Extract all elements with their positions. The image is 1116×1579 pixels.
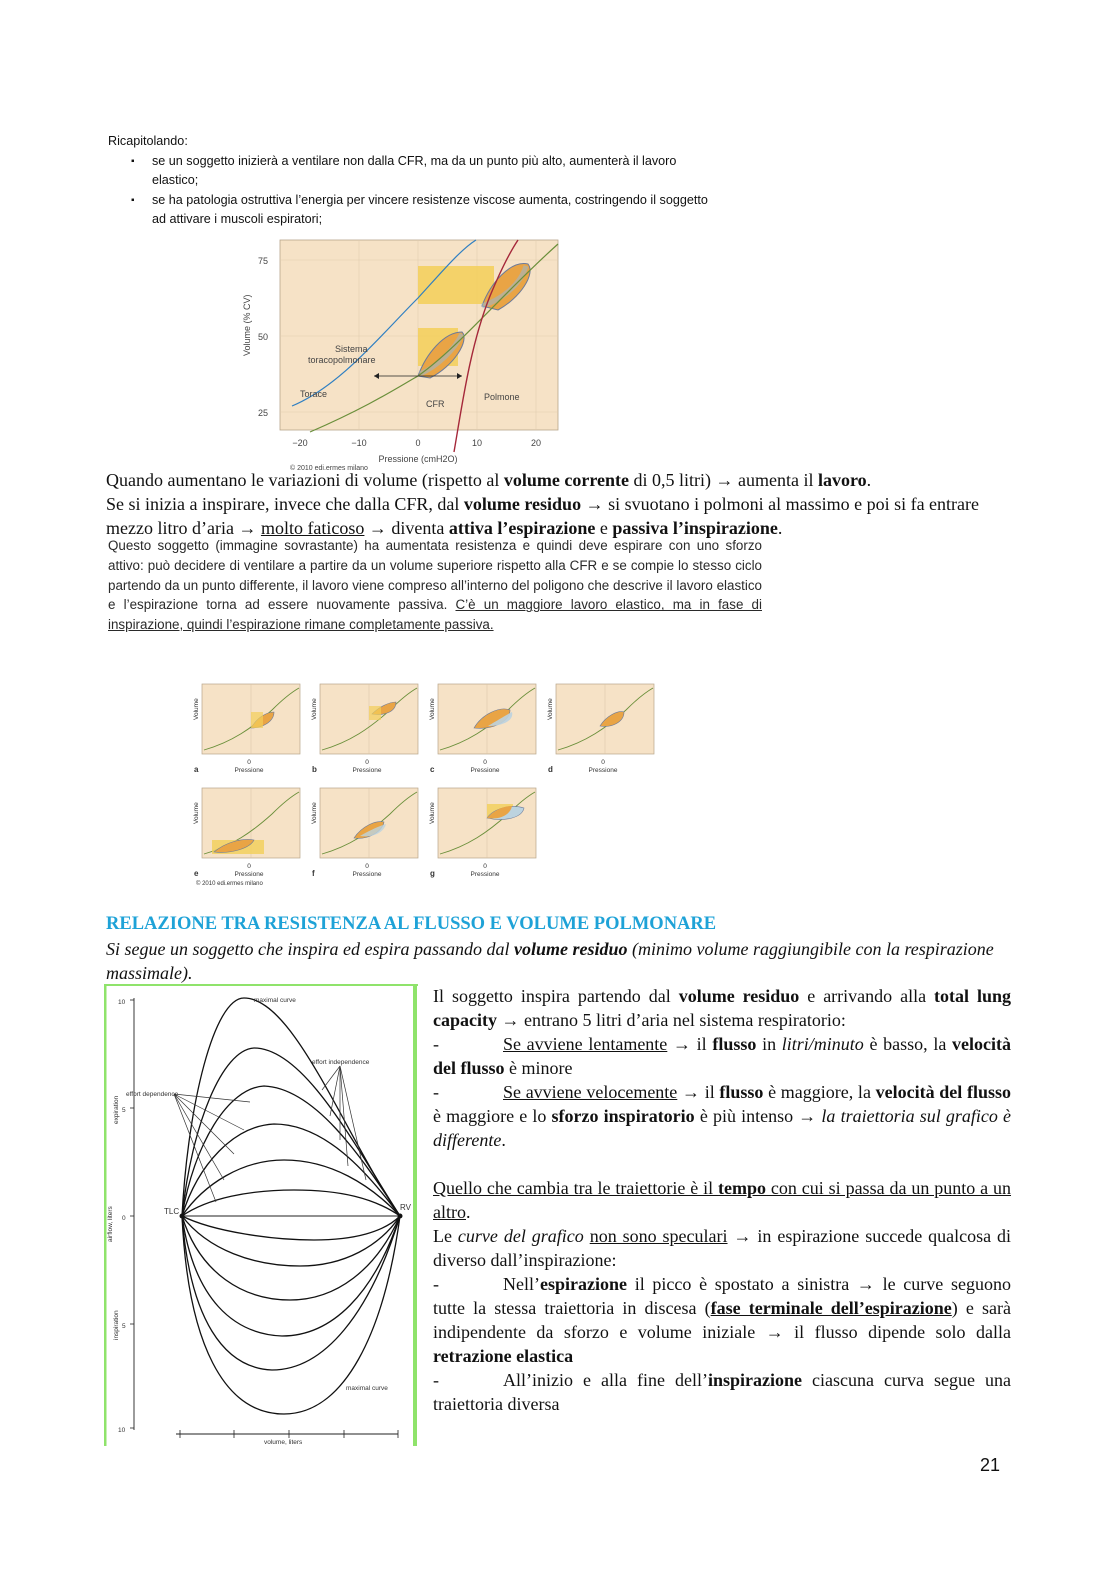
tick-5: 5 xyxy=(122,1107,126,1114)
panel-ylabel: Volume xyxy=(193,698,200,720)
panel-xlabel: Pressione xyxy=(352,767,382,774)
xtick: 0 xyxy=(415,438,421,448)
ytick: 50 xyxy=(257,332,268,342)
label-effort-dependence: effort dependence xyxy=(126,1091,179,1098)
panel-ylabel: Volume xyxy=(547,698,554,720)
panels-copyright: © 2010 edi.ermes milano xyxy=(196,881,263,887)
arrow-icon: → xyxy=(585,494,604,514)
panel-ylabel: Volume xyxy=(311,802,318,824)
arrow-icon: → xyxy=(798,1106,817,1126)
panel-zero: 0 xyxy=(247,863,251,870)
panel-g xyxy=(438,788,536,858)
label-cfr: CFR xyxy=(426,399,445,409)
panel-letter: f xyxy=(312,869,315,878)
arrow-icon: → xyxy=(765,1322,784,1342)
arrow-icon: → xyxy=(856,1274,875,1294)
label-volume: volume, liters xyxy=(264,1439,303,1446)
section-heading: RELAZIONE TRA RESISTENZA AL FLUSSO E VOLUME POLMONARE xyxy=(106,914,717,934)
label-sistema: Sistema xyxy=(335,344,368,354)
section-intro: Si segue un soggetto che inspira ed espira passando dal volume residuo (minimo volume raggiungibile con la respirazione massimale). xyxy=(106,939,994,983)
label-effort-independence: effort independence xyxy=(312,1059,370,1066)
tick-10: 10 xyxy=(118,999,126,1006)
panel-letter: d xyxy=(548,765,553,774)
flow-volume-figure xyxy=(104,984,418,1446)
ytick: 25 xyxy=(257,408,268,418)
page-number: 21 xyxy=(980,1455,1001,1475)
panel-b xyxy=(320,684,418,754)
panel-zero: 0 xyxy=(365,759,369,766)
arrow-icon: → xyxy=(733,1226,752,1246)
panel-zero: 0 xyxy=(601,759,605,766)
panel-d xyxy=(556,684,654,754)
recap-bullet: ▪ se ha patologia ostruttiva l’energia per vincere resistenze viscose aumenta, costringendo il soggetto ad attivare i muscoli espiratori; xyxy=(152,191,708,230)
label-expiration: expiration xyxy=(113,1095,120,1124)
arrow-icon: → xyxy=(673,1034,691,1054)
label-rv: RV xyxy=(400,1203,411,1212)
label-airflow: airflow, liters xyxy=(107,1206,114,1242)
xtick: 10 xyxy=(471,438,483,448)
label-sistema-2: toracopolmonare xyxy=(308,355,376,365)
bullet-espirazione: - Nell’espirazione il picco è spostato a sinistra → le curve seguono tutte la stessa traiettoria in discesa (fase terminale dell’espirazione) e sarà indipendente da sforzo e volume iniziale → il flusso dipende solo dalla retrazione elastica xyxy=(433,1274,1011,1366)
label-inspiration: inspiration xyxy=(113,1310,120,1340)
panel-ylabel: Volume xyxy=(311,698,318,720)
tick-0: 0 xyxy=(122,1215,126,1222)
recap-title: Ricapitolando: xyxy=(108,134,188,148)
arrow-icon: → xyxy=(682,1082,700,1102)
panel-letter: c xyxy=(430,765,435,774)
tick-10b: 10 xyxy=(118,1427,126,1434)
bullet-inspirazione: - All’inizio e alla fine dell’inspirazione ciascuna curva segue una traiettoria diversa xyxy=(433,1370,1011,1414)
pressure-volume-figure xyxy=(230,236,610,472)
para-tempo: Quello che cambia tra le traiettorie è il tempo con cui si passa da un punto a un altro. xyxy=(433,1178,1012,1222)
panel-xlabel: Pressione xyxy=(470,871,500,878)
arrow-icon: → xyxy=(501,1010,520,1030)
right-column xyxy=(433,984,1011,1416)
panel-letter: b xyxy=(312,765,317,774)
panel-xlabel: Pressione xyxy=(470,767,500,774)
recap-bullet: ▪ se un soggetto inizierà a ventilare non dalla CFR, ma da un punto più alto, aumenterà il lavoro elastico; xyxy=(152,152,708,191)
tlc-point xyxy=(180,1214,185,1219)
ytick: 75 xyxy=(257,256,268,266)
panel-zero: 0 xyxy=(247,759,251,766)
panel-xlabel: Pressione xyxy=(352,871,382,878)
para-curve: Le curve del grafico non sono speculari → in espirazione succede qualcosa di diverso dall’inspirazione: xyxy=(433,1226,1012,1270)
panel-ylabel: Volume xyxy=(429,698,436,720)
para-inspira: Il soggetto inspira partendo dal volume residuo e arrivando alla total lung capacity → entrano 5 litri d’aria nel sistema respiratorio: xyxy=(433,986,1012,1030)
arrow-icon: → xyxy=(368,518,387,538)
label-maximal-curve-top: maximal curve xyxy=(254,997,296,1004)
panel-zero: 0 xyxy=(365,863,369,870)
panel-letter: a xyxy=(194,765,199,774)
panel-c xyxy=(438,684,536,754)
paragraph-line-1: Quando aumentano le variazioni di volume (rispetto al volume corrente di 0,5 litri) → aumenta il lavoro. xyxy=(106,470,872,490)
xtick: −10 xyxy=(351,438,367,448)
recap-block xyxy=(108,132,708,230)
arrow-icon: → xyxy=(238,518,257,538)
paragraph-line-2: Se si inizia a inspirare, invece che dalla CFR, dal volume residuo → si svuotano i polmoni al massimo e poi si fa entrare mezzo litro d’aria → molto faticoso → diventa attiva l’espirazione e passiva l’inspirazione. xyxy=(106,494,980,538)
arrow-icon: → xyxy=(715,470,734,490)
paragraph-work xyxy=(106,468,1011,540)
panel-f xyxy=(320,788,418,858)
recap-list xyxy=(108,152,708,230)
panel-xlabel: Pressione xyxy=(234,767,264,774)
label-torace: Torace xyxy=(300,389,328,399)
label-tlc: TLC xyxy=(164,1207,180,1216)
panel-a xyxy=(202,684,300,754)
panels-figure xyxy=(188,680,668,890)
tick-5b: 5 xyxy=(122,1323,126,1330)
spacer xyxy=(433,1152,1011,1176)
bullet-fast: - Se avviene velocemente → il flusso è maggiore, la velocità del flusso è maggiore e lo sforzo inspiratorio è più intenso → la traiettoria sul grafico è differente. xyxy=(433,1082,1012,1150)
label-maximal-curve-bottom: maximal curve xyxy=(346,1385,388,1392)
panel-letter: g xyxy=(430,869,435,878)
xtick: 20 xyxy=(530,438,542,448)
paragraph-resistance: Questo soggetto (immagine sovrastante) ha aumentata resistenza e quindi deve espirare con uno sforzo attivo: può decidere di ventilare a partire da un volume superiore rispetto alla CFR e se compie lo stesso ciclo partendo da un punto differente, il lavoro viene compreso all’interno del poligono che descrive il lavoro elastico e l’espirazione torna ad essere nuovamente passiva. C’è un maggiore lavoro elastico, ma in fase di inspirazione, quindi l’espirazione rimane completamente passiva. xyxy=(108,538,762,633)
xtick: −20 xyxy=(292,438,308,448)
label-polmone: Polmone xyxy=(484,392,520,402)
panel-xlabel: Pressione xyxy=(588,767,618,774)
figure1-copyright: © 2010 edi.ermes milano xyxy=(290,465,368,472)
panel-zero: 0 xyxy=(483,863,487,870)
panel-ylabel: Volume xyxy=(429,802,436,824)
bullet-slow: - Se avviene lentamente → il flusso in litri/minuto è basso, la velocità del flusso è minore xyxy=(433,1034,1011,1078)
panel-ylabel: Volume xyxy=(193,802,200,824)
panel-letter: e xyxy=(194,869,199,878)
x-axis-label: Pressione (cmH2O) xyxy=(378,454,458,464)
panel-e xyxy=(202,788,300,858)
y-axis-label: Volume (% CV) xyxy=(242,294,252,356)
panel-xlabel: Pressione xyxy=(234,871,264,878)
rv-point xyxy=(398,1214,403,1219)
panel-zero: 0 xyxy=(483,759,487,766)
